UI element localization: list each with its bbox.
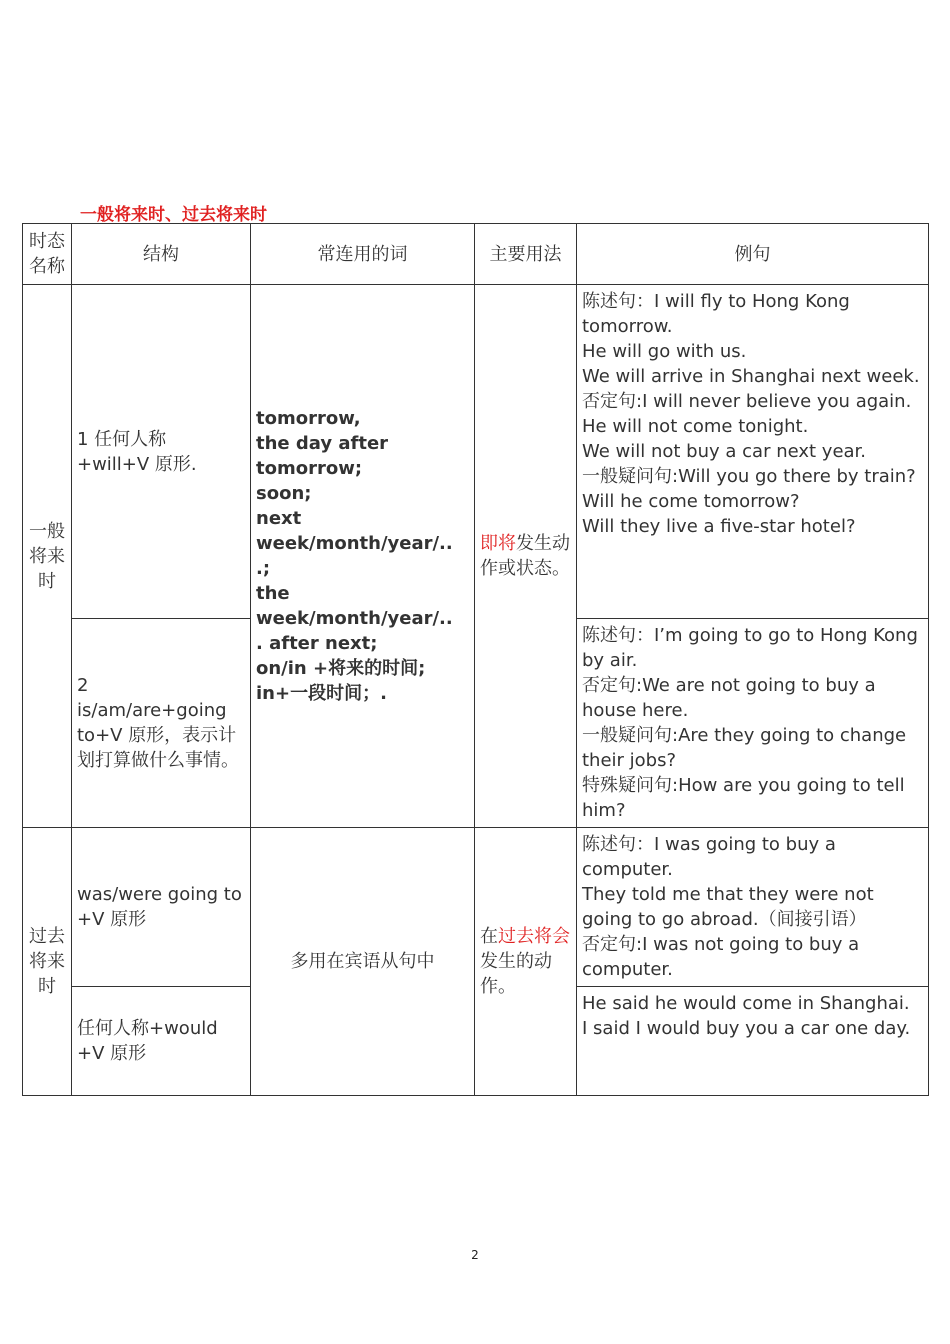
future-usage bbox=[475, 285, 577, 828]
example-sentence: 特殊疑问句:How are you going to tell him? bbox=[582, 775, 905, 821]
past-future-examples-1 bbox=[577, 828, 929, 987]
future-usage-highlight: 即将 bbox=[480, 533, 516, 554]
future-word: on/in +将来的时间; bbox=[256, 658, 426, 679]
future-word: the day after bbox=[256, 433, 389, 454]
future-examples-1 bbox=[577, 285, 929, 619]
example-sentence: 一般疑问句:Will you go there by train? bbox=[582, 466, 916, 487]
past-future-structure-1: was/were going to +V 原形 bbox=[72, 828, 251, 987]
example-sentence: He will go with us. bbox=[582, 341, 747, 362]
future-word: tomorrow, bbox=[256, 408, 361, 429]
past-future-tense-name: 过去将来时 bbox=[23, 828, 72, 1096]
example-sentence: Will they live a five-star hotel? bbox=[582, 516, 856, 537]
future-word: soon; bbox=[256, 483, 312, 504]
example-sentence: 陈述句：I’m going to go to Hong Kong by air. bbox=[582, 625, 918, 671]
past-future-row-1 bbox=[23, 828, 929, 987]
future-word: .; bbox=[256, 558, 271, 579]
past-future-structure-2: 任何人称+would +V 原形 bbox=[72, 987, 251, 1096]
example-sentence: I said I would buy you a car one day. bbox=[582, 1018, 911, 1039]
header-common-words: 常连用的词 bbox=[251, 224, 475, 285]
future-structure-1-line-b: +will+V 原形. bbox=[77, 453, 197, 475]
future-structure-1-line-a: 1 任何人称 bbox=[77, 428, 167, 450]
future-usage-text: 发生动作或状态。 bbox=[480, 533, 570, 579]
example-sentence: We will not buy a car next year. bbox=[582, 441, 867, 462]
future-tense-name: 一般将来时 bbox=[23, 285, 72, 828]
header-row bbox=[23, 224, 929, 285]
future-word: next bbox=[256, 508, 302, 529]
future-structure-2-line-b: is/am/are+going to+V 原形，表示计划打算做什么事情。 bbox=[77, 700, 239, 771]
past-future-usage-highlight: 过去将会 bbox=[498, 926, 570, 947]
future-word: tomorrow; bbox=[256, 458, 363, 479]
example-sentence: 否定句:I was not going to buy a computer. bbox=[582, 934, 860, 980]
future-examples-2 bbox=[577, 619, 929, 828]
example-sentence: We will arrive in Shanghai next week. bbox=[582, 366, 920, 387]
future-common-words bbox=[251, 285, 475, 828]
example-sentence: 一般疑问句:Are they going to change their jobs? bbox=[582, 725, 907, 771]
past-future-usage bbox=[475, 828, 577, 1096]
example-sentence: They told me that they were not going to go abroad.（间接引语） bbox=[582, 884, 874, 930]
tense-table bbox=[22, 223, 929, 1096]
header-main-usage: 主要用法 bbox=[475, 224, 577, 285]
future-word: the bbox=[256, 583, 290, 604]
example-sentence: He will not come tonight. bbox=[582, 416, 809, 437]
future-word: week/month/year/.. bbox=[256, 533, 453, 554]
future-word: week/month/year/.. bbox=[256, 608, 453, 629]
future-word: in+一段时间；. bbox=[256, 683, 387, 704]
page-number: 2 bbox=[471, 1248, 479, 1262]
page-title: 一般将来时、过去将来时 bbox=[80, 205, 267, 225]
header-structure: 结构 bbox=[72, 224, 251, 285]
past-future-usage-prefix: 在 bbox=[480, 926, 498, 947]
past-future-usage-text: 发生的动作。 bbox=[480, 951, 552, 997]
future-structure-2 bbox=[72, 619, 251, 828]
past-future-examples-2 bbox=[577, 987, 929, 1096]
example-sentence: He said he would come in Shanghai. bbox=[582, 993, 910, 1014]
future-row-1 bbox=[23, 285, 929, 619]
example-sentence: 否定句:I will never believe you again. bbox=[582, 391, 912, 412]
future-structure-2-line-a: 2 bbox=[77, 675, 89, 696]
header-tense-name: 时态名称 bbox=[23, 224, 72, 285]
future-structure-1 bbox=[72, 285, 251, 619]
example-sentence: 否定句:We are not going to buy a house here. bbox=[582, 675, 876, 721]
future-word: . after next; bbox=[256, 633, 378, 654]
header-examples: 例句 bbox=[577, 224, 929, 285]
example-sentence: 陈述句：I will fly to Hong Kong tomorrow. bbox=[582, 291, 850, 337]
past-future-common-words: 多用在宾语从句中 bbox=[251, 828, 475, 1096]
example-sentence: Will he come tomorrow? bbox=[582, 491, 800, 512]
example-sentence: 陈述句：I was going to buy a computer. bbox=[582, 834, 836, 880]
